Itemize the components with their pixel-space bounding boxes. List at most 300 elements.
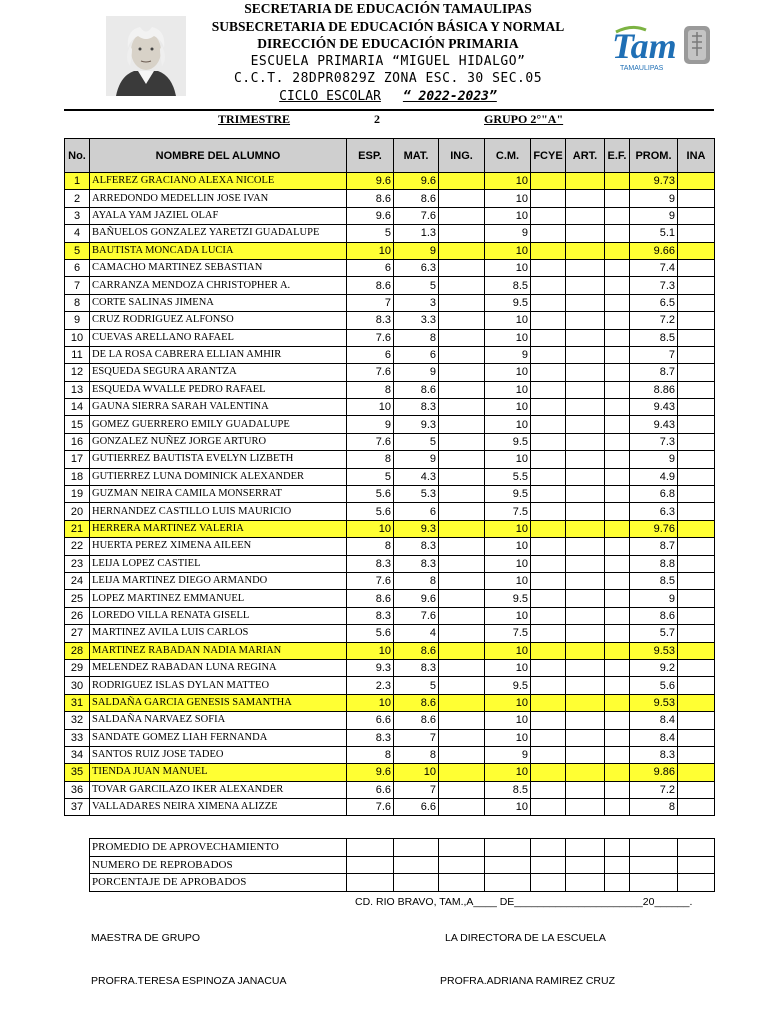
cell-esp: 8.3 — [347, 312, 394, 329]
cell-prom: 9 — [630, 190, 678, 207]
col-header-prom: PROM. — [630, 139, 678, 173]
cell-ina — [678, 225, 715, 242]
cell-prom: 8.7 — [630, 538, 678, 555]
cell-ef — [605, 590, 630, 607]
cell-esp: 7 — [347, 294, 394, 311]
cell-esp: 8.3 — [347, 607, 394, 624]
cell-prom: 6.8 — [630, 486, 678, 503]
cell-art — [566, 399, 605, 416]
cell-mat: 7.6 — [394, 607, 439, 624]
cell-prom: 8.3 — [630, 746, 678, 763]
cell-art — [566, 364, 605, 381]
cell-art — [566, 520, 605, 537]
cell-ef — [605, 433, 630, 450]
col-header-fcye: FCYE — [531, 139, 566, 173]
cell-ef — [605, 799, 630, 816]
cell-ing — [439, 207, 485, 224]
table-row — [65, 694, 715, 711]
cell-ef — [605, 764, 630, 781]
summary-cell — [630, 856, 678, 874]
cell-mat: 7 — [394, 729, 439, 746]
cell-fcye — [531, 207, 566, 224]
cell-fcye — [531, 346, 566, 363]
cell-mat: 8.3 — [394, 538, 439, 555]
cell-cm: 10 — [485, 799, 531, 816]
cell-ef — [605, 242, 630, 259]
cell-ef — [605, 381, 630, 398]
cell-ina — [678, 659, 715, 676]
cell-mat: 3 — [394, 294, 439, 311]
summary-table-body — [90, 839, 715, 892]
table-header-row — [65, 139, 715, 173]
cell-ing — [439, 259, 485, 276]
cell-no: 6 — [65, 259, 90, 276]
col-header-ing: ING. — [439, 139, 485, 173]
maestra-name: PROFRA.TERESA ESPINOZA JANACUA — [91, 975, 287, 987]
cell-cm: 10 — [485, 572, 531, 589]
cell-ina — [678, 242, 715, 259]
cell-student-name: MELENDEZ RABADAN LUNA REGINA — [90, 659, 347, 676]
grades-table-body — [65, 173, 715, 816]
cell-ef — [605, 642, 630, 659]
cell-ing — [439, 677, 485, 694]
cell-prom: 5.1 — [630, 225, 678, 242]
cell-ef — [605, 555, 630, 572]
cell-mat: 9 — [394, 451, 439, 468]
cell-esp: 5 — [347, 225, 394, 242]
table-row — [65, 746, 715, 763]
cell-mat: 8.6 — [394, 694, 439, 711]
hidalgo-portrait-icon — [106, 16, 186, 96]
cell-art — [566, 607, 605, 624]
cell-mat: 6.6 — [394, 799, 439, 816]
cell-ef — [605, 520, 630, 537]
cell-student-name: CAMACHO MARTINEZ SEBASTIAN — [90, 259, 347, 276]
cell-art — [566, 277, 605, 294]
cell-student-name: GONZALEZ NUÑEZ JORGE ARTURO — [90, 433, 347, 450]
ciclo-escolar — [200, 88, 576, 106]
cell-prom: 9 — [630, 451, 678, 468]
cell-art — [566, 781, 605, 798]
cell-prom: 8.5 — [630, 329, 678, 346]
cell-no: 12 — [65, 364, 90, 381]
cell-fcye — [531, 694, 566, 711]
cell-student-name: AYALA YAM JAZIEL OLAF — [90, 207, 347, 224]
cell-prom: 6.3 — [630, 503, 678, 520]
summary-cell — [347, 856, 394, 874]
cell-no: 10 — [65, 329, 90, 346]
cell-ina — [678, 486, 715, 503]
cell-fcye — [531, 190, 566, 207]
cell-no: 25 — [65, 590, 90, 607]
tamaulipas-logo — [612, 20, 712, 76]
cell-ina — [678, 433, 715, 450]
cell-ing — [439, 572, 485, 589]
cell-mat: 9.3 — [394, 520, 439, 537]
cell-esp: 10 — [347, 520, 394, 537]
table-row — [65, 590, 715, 607]
cell-prom: 5.6 — [630, 677, 678, 694]
cell-esp: 8 — [347, 451, 394, 468]
cell-prom: 7.2 — [630, 781, 678, 798]
table-row — [65, 225, 715, 242]
cell-no: 27 — [65, 625, 90, 642]
summary-cell — [605, 856, 630, 874]
cell-ing — [439, 590, 485, 607]
cell-mat: 9 — [394, 242, 439, 259]
cell-ing — [439, 659, 485, 676]
cell-student-name: VALLADARES NEIRA XIMENA ALIZZE — [90, 799, 347, 816]
portrait-image — [106, 16, 186, 96]
cell-no: 8 — [65, 294, 90, 311]
cell-art — [566, 207, 605, 224]
cell-ef — [605, 312, 630, 329]
cell-art — [566, 746, 605, 763]
cell-ina — [678, 781, 715, 798]
cell-mat: 5 — [394, 277, 439, 294]
cell-cm: 10 — [485, 399, 531, 416]
summary-cell — [678, 839, 715, 857]
cell-esp: 9.6 — [347, 764, 394, 781]
cell-ina — [678, 364, 715, 381]
cell-ing — [439, 503, 485, 520]
cell-ing — [439, 764, 485, 781]
cell-cm: 10 — [485, 729, 531, 746]
cell-ef — [605, 468, 630, 485]
summary-cell — [347, 839, 394, 857]
table-row — [65, 451, 715, 468]
cell-student-name: ARREDONDO MEDELLIN JOSE IVAN — [90, 190, 347, 207]
cell-fcye — [531, 555, 566, 572]
cell-art — [566, 486, 605, 503]
summary-row-label: PROMEDIO DE APROVECHAMIENTO — [90, 839, 347, 857]
cell-prom: 5.7 — [630, 625, 678, 642]
cell-fcye — [531, 399, 566, 416]
cell-ina — [678, 173, 715, 190]
cell-student-name: LEIJA LOPEZ CASTIEL — [90, 555, 347, 572]
cell-student-name: CRUZ RODRIGUEZ ALFONSO — [90, 312, 347, 329]
summary-cell — [678, 874, 715, 892]
cell-ing — [439, 225, 485, 242]
cell-esp: 10 — [347, 242, 394, 259]
cell-ef — [605, 659, 630, 676]
cell-ef — [605, 781, 630, 798]
cell-ina — [678, 729, 715, 746]
cell-art — [566, 694, 605, 711]
cell-art — [566, 625, 605, 642]
cell-student-name: MARTINEZ RABADAN NADIA MARIAN — [90, 642, 347, 659]
table-row — [65, 242, 715, 259]
cell-cm: 10 — [485, 694, 531, 711]
cell-student-name: SALDAÑA GARCIA GENESIS SAMANTHA — [90, 694, 347, 711]
cell-art — [566, 259, 605, 276]
table-row — [65, 677, 715, 694]
col-header-esp: ESP. — [347, 139, 394, 173]
cell-esp: 8 — [347, 538, 394, 555]
cell-fcye — [531, 746, 566, 763]
cell-fcye — [531, 433, 566, 450]
cell-esp: 10 — [347, 399, 394, 416]
cell-fcye — [531, 173, 566, 190]
cell-ing — [439, 399, 485, 416]
table-row — [65, 520, 715, 537]
col-header-ina: INA — [678, 139, 715, 173]
cell-ef — [605, 416, 630, 433]
cell-art — [566, 590, 605, 607]
trimestre-grupo-row — [64, 112, 714, 127]
table-row — [65, 312, 715, 329]
summary-cell — [531, 856, 566, 874]
cell-cm: 10 — [485, 538, 531, 555]
cell-ing — [439, 486, 485, 503]
cell-cm: 9.5 — [485, 433, 531, 450]
cell-no: 2 — [65, 190, 90, 207]
cell-no: 28 — [65, 642, 90, 659]
cell-no: 3 — [65, 207, 90, 224]
cell-prom: 9.76 — [630, 520, 678, 537]
cell-ef — [605, 746, 630, 763]
table-row — [65, 381, 715, 398]
cell-ina — [678, 520, 715, 537]
trimestre-label: TRIMESTRE — [218, 112, 291, 126]
maestra-label: MAESTRA DE GRUPO — [91, 932, 201, 944]
cell-prom: 7.2 — [630, 312, 678, 329]
cell-ing — [439, 799, 485, 816]
cell-art — [566, 538, 605, 555]
cell-ing — [439, 729, 485, 746]
summary-cell — [394, 874, 439, 892]
directora-name: PROFRA.ADRIANA RAMIREZ CRUZ — [440, 975, 616, 987]
cell-student-name: TOVAR GARCILAZO IKER ALEXANDER — [90, 781, 347, 798]
cell-art — [566, 468, 605, 485]
cell-art — [566, 381, 605, 398]
cell-art — [566, 190, 605, 207]
cell-no: 1 — [65, 173, 90, 190]
table-row — [65, 799, 715, 816]
summary-cell — [566, 839, 605, 857]
cell-prom: 9 — [630, 590, 678, 607]
cell-prom: 8.7 — [630, 364, 678, 381]
cell-ina — [678, 642, 715, 659]
cell-art — [566, 572, 605, 589]
cell-ina — [678, 207, 715, 224]
summary-cell — [394, 856, 439, 874]
summary-cell — [485, 839, 531, 857]
cell-no: 35 — [65, 764, 90, 781]
cell-prom: 8.4 — [630, 729, 678, 746]
cell-art — [566, 642, 605, 659]
cell-mat: 9.6 — [394, 590, 439, 607]
cell-student-name: HUERTA PEREZ XIMENA AILEEN — [90, 538, 347, 555]
summary-cell — [566, 856, 605, 874]
cell-ina — [678, 503, 715, 520]
cell-student-name: GUTIERREZ LUNA DOMINICK ALEXANDER — [90, 468, 347, 485]
summary-cell — [439, 874, 485, 892]
cell-ing — [439, 642, 485, 659]
cell-fcye — [531, 625, 566, 642]
cell-student-name: HERNANDEZ CASTILLO LUIS MAURICIO — [90, 503, 347, 520]
cell-prom: 8.86 — [630, 381, 678, 398]
summary-row — [90, 874, 715, 892]
cell-fcye — [531, 607, 566, 624]
cell-cm: 10 — [485, 190, 531, 207]
cell-ing — [439, 451, 485, 468]
cell-prom: 8.5 — [630, 572, 678, 589]
cell-ef — [605, 190, 630, 207]
header-line-escuela: ESCUELA PRIMARIA “MIGUEL HIDALGO” — [250, 53, 526, 69]
cell-mat: 8.3 — [394, 399, 439, 416]
cell-student-name: ALFEREZ GRACIANO ALEXA NICOLE — [90, 173, 347, 190]
cell-prom: 4.9 — [630, 468, 678, 485]
cell-ina — [678, 277, 715, 294]
table-row — [65, 764, 715, 781]
cell-ef — [605, 677, 630, 694]
table-row — [65, 572, 715, 589]
cell-ina — [678, 694, 715, 711]
header-line-secretaria: SECRETARIA DE EDUCACIÓN TAMAULIPAS — [244, 1, 532, 16]
document-header — [200, 0, 576, 106]
table-row — [65, 173, 715, 190]
cell-cm: 10 — [485, 312, 531, 329]
cell-student-name: DE LA ROSA CABRERA ELLIAN AMHIR — [90, 346, 347, 363]
cell-ina — [678, 607, 715, 624]
cell-ef — [605, 712, 630, 729]
cell-mat: 8.6 — [394, 190, 439, 207]
cell-prom: 7.3 — [630, 433, 678, 450]
cell-prom: 7.3 — [630, 277, 678, 294]
cell-ef — [605, 294, 630, 311]
cell-cm: 5.5 — [485, 468, 531, 485]
cell-esp: 9 — [347, 416, 394, 433]
table-row — [65, 712, 715, 729]
cell-mat: 5 — [394, 677, 439, 694]
cell-fcye — [531, 520, 566, 537]
cell-ef — [605, 259, 630, 276]
cell-mat: 5.3 — [394, 486, 439, 503]
cell-mat: 8.6 — [394, 381, 439, 398]
cell-fcye — [531, 312, 566, 329]
cell-no: 32 — [65, 712, 90, 729]
col-header-cm: C.M. — [485, 139, 531, 173]
table-row — [65, 538, 715, 555]
cell-fcye — [531, 729, 566, 746]
cell-mat: 6 — [394, 346, 439, 363]
cell-cm: 10 — [485, 329, 531, 346]
cell-esp: 5.6 — [347, 503, 394, 520]
cell-no: 29 — [65, 659, 90, 676]
cell-no: 36 — [65, 781, 90, 798]
cell-no: 14 — [65, 399, 90, 416]
cell-ina — [678, 746, 715, 763]
cell-ef — [605, 486, 630, 503]
cell-prom: 9.43 — [630, 416, 678, 433]
cell-esp: 7.6 — [347, 433, 394, 450]
summary-cell — [630, 839, 678, 857]
cell-student-name: GAUNA SIERRA SARAH VALENTINA — [90, 399, 347, 416]
cell-esp: 5.6 — [347, 486, 394, 503]
cell-esp: 8.3 — [347, 729, 394, 746]
cell-student-name: BAÑUELOS GONZALEZ YARETZI GUADALUPE — [90, 225, 347, 242]
cell-no: 5 — [65, 242, 90, 259]
cell-no: 30 — [65, 677, 90, 694]
cell-no: 18 — [65, 468, 90, 485]
cell-ef — [605, 225, 630, 242]
table-row — [65, 277, 715, 294]
trimestre-value: 2 — [374, 112, 380, 126]
cell-mat: 8 — [394, 329, 439, 346]
cell-fcye — [531, 451, 566, 468]
cell-fcye — [531, 259, 566, 276]
cell-cm: 10 — [485, 712, 531, 729]
cell-ina — [678, 259, 715, 276]
cell-esp: 8.3 — [347, 555, 394, 572]
cell-prom: 9 — [630, 207, 678, 224]
cell-fcye — [531, 642, 566, 659]
summary-cell — [439, 856, 485, 874]
cell-no: 11 — [65, 346, 90, 363]
cell-cm: 10 — [485, 416, 531, 433]
cell-fcye — [531, 799, 566, 816]
cell-ef — [605, 277, 630, 294]
cell-fcye — [531, 416, 566, 433]
cell-esp: 5.6 — [347, 625, 394, 642]
cell-cm: 10 — [485, 642, 531, 659]
table-row — [65, 364, 715, 381]
cell-mat: 8 — [394, 746, 439, 763]
cell-mat: 6.3 — [394, 259, 439, 276]
cell-mat: 8.6 — [394, 712, 439, 729]
table-row — [65, 642, 715, 659]
cell-no: 9 — [65, 312, 90, 329]
cell-ef — [605, 729, 630, 746]
cell-student-name: RODRIGUEZ ISLAS DYLAN MATTEO — [90, 677, 347, 694]
cell-student-name: GUZMAN NEIRA CAMILA MONSERRAT — [90, 486, 347, 503]
cell-fcye — [531, 503, 566, 520]
cell-esp: 9.6 — [347, 173, 394, 190]
cell-esp: 9.3 — [347, 659, 394, 676]
cell-mat: 4.3 — [394, 468, 439, 485]
cell-student-name: LOPEZ MARTINEZ EMMANUEL — [90, 590, 347, 607]
summary-cell — [630, 874, 678, 892]
cell-student-name: ESQUEDA WVALLE PEDRO RAFAEL — [90, 381, 347, 398]
cell-cm: 8.5 — [485, 277, 531, 294]
summary-cell — [531, 839, 566, 857]
place-date-line: CD. RIO BRAVO, TAM.,A____ DE______________________20______. — [355, 896, 693, 908]
cell-ina — [678, 590, 715, 607]
cell-ing — [439, 173, 485, 190]
summary-cell — [531, 874, 566, 892]
cell-cm: 10 — [485, 207, 531, 224]
cell-ing — [439, 520, 485, 537]
table-row — [65, 659, 715, 676]
cell-cm: 9 — [485, 346, 531, 363]
cell-art — [566, 433, 605, 450]
cell-cm: 7.5 — [485, 625, 531, 642]
logo-text: Tam — [612, 26, 677, 66]
cell-prom: 7 — [630, 346, 678, 363]
cell-ina — [678, 346, 715, 363]
summary-cell — [678, 856, 715, 874]
cell-ing — [439, 329, 485, 346]
cell-student-name: CUEVAS ARELLANO RAFAEL — [90, 329, 347, 346]
cell-ing — [439, 746, 485, 763]
cell-prom: 6.5 — [630, 294, 678, 311]
summary-cell — [485, 856, 531, 874]
cell-no: 17 — [65, 451, 90, 468]
cell-prom: 9.86 — [630, 764, 678, 781]
cell-no: 34 — [65, 746, 90, 763]
cell-mat: 8.3 — [394, 555, 439, 572]
